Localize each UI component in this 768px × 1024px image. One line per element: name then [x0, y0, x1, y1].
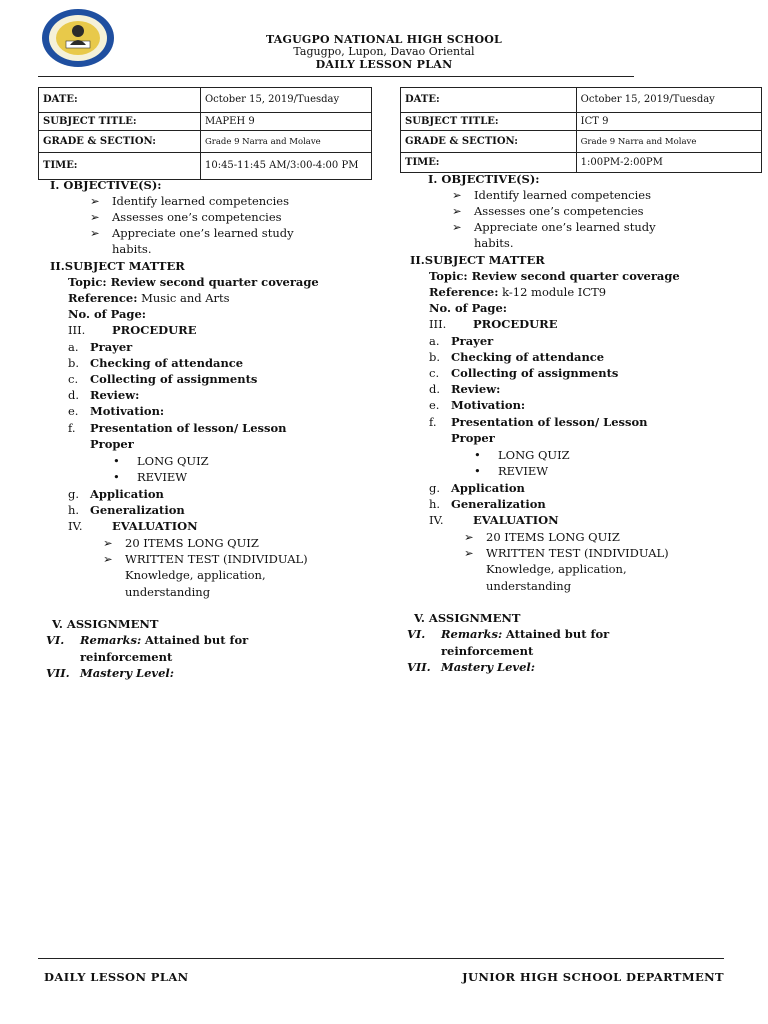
remarks-cont: reinforcement [80, 650, 173, 664]
evaluation-item-cont: understanding [125, 585, 211, 599]
procedure-heading: III. PROCEDURE [429, 317, 558, 331]
arrow-bullet-icon: ➢ [90, 194, 100, 208]
objective-item: ➢ Identify learned competencies [452, 188, 651, 202]
document-title: DAILY LESSON PLAN [315, 58, 453, 71]
objectives-heading: I. OBJECTIVE(S): [50, 178, 162, 192]
school-address: Tagugpo, Lupon, Davao Oriental [293, 45, 475, 58]
procedure-step: f. Presentation of lesson/ Lesson [68, 421, 287, 435]
reference-line: Reference: Music and Arts [68, 291, 230, 305]
bullet-dot-icon: • [113, 454, 120, 468]
subject-label: SUBJECT TITLE: [39, 113, 201, 131]
arrow-bullet-icon: ➢ [452, 204, 462, 218]
time-value: 1:00PM-2:00PM [576, 153, 761, 173]
procedure-step: c. Collecting of assignments [68, 372, 258, 386]
procedure-step: d. Review: [429, 382, 501, 396]
assignment-heading: V. ASSIGNMENT [414, 611, 521, 625]
arrow-bullet-icon: ➢ [103, 536, 113, 550]
time-label: TIME: [401, 153, 577, 173]
arrow-bullet-icon: ➢ [464, 530, 474, 544]
procedure-step: c. Collecting of assignments [429, 366, 619, 380]
header-rule [38, 76, 634, 77]
objective-item-cont: habits. [474, 236, 514, 250]
arrow-bullet-icon: ➢ [464, 546, 474, 560]
footer-left: DAILY LESSON PLAN [44, 970, 189, 984]
procedure-step: d. Review: [68, 388, 140, 402]
grade-label: GRADE & SECTION: [401, 131, 577, 153]
evaluation-item: ➢ 20 ITEMS LONG QUIZ [103, 536, 259, 550]
date-label: DATE: [39, 88, 201, 113]
mastery-line: VII. Mastery Level: [46, 666, 175, 680]
evaluation-item: ➢ WRITTEN TEST (INDIVIDUAL) [464, 546, 669, 560]
date-label: DATE: [401, 88, 577, 113]
procedure-step: b. Checking of attendance [68, 356, 244, 370]
procedure-step: h. Generalization [429, 497, 546, 511]
grade-value: Grade 9 Narra and Molave [200, 131, 371, 153]
date-value: October 15, 2019/Tuesday [200, 88, 371, 113]
evaluation-heading: IV. EVALUATION [429, 513, 559, 527]
remarks-line: VI. Remarks: Attained but for [46, 633, 249, 647]
arrow-bullet-icon: ➢ [90, 226, 100, 240]
date-value: October 15, 2019/Tuesday [576, 88, 761, 113]
grade-label: GRADE & SECTION: [39, 131, 201, 153]
proper-item: • LONG QUIZ [474, 448, 570, 462]
procedure-step: h. Generalization [68, 503, 185, 517]
objective-item-cont: habits. [112, 242, 152, 256]
evaluation-item-cont: Knowledge, application, [486, 562, 627, 576]
proper-item: • REVIEW [113, 470, 188, 484]
objective-item: ➢ Identify learned competencies [90, 194, 289, 208]
evaluation-item: ➢ 20 ITEMS LONG QUIZ [464, 530, 620, 544]
pages-line: No. of Page: [429, 301, 508, 315]
objective-item: ➢ Appreciate one’s learned study [90, 226, 294, 240]
procedure-step: Proper [451, 431, 495, 445]
remarks-line: VI. Remarks: Attained but for [407, 627, 610, 641]
subject-value: MAPEH 9 [200, 113, 371, 131]
procedure-step: e. Motivation: [429, 398, 526, 412]
procedure-heading: III. PROCEDURE [68, 323, 197, 337]
arrow-bullet-icon: ➢ [452, 188, 462, 202]
school-name: TAGUGPO NATIONAL HIGH SCHOOL [266, 33, 502, 46]
topic-line: Topic: Review second quarter coverage [68, 275, 319, 289]
procedure-step: Proper [90, 437, 134, 451]
footer-rule [38, 958, 724, 959]
grade-value: Grade 9 Narra and Molave [576, 131, 761, 153]
right-info-table [400, 87, 762, 173]
subject-value: ICT 9 [576, 113, 761, 131]
procedure-step: f. Presentation of lesson/ Lesson [429, 415, 648, 429]
remarks-cont: reinforcement [441, 644, 534, 658]
evaluation-item: ➢ WRITTEN TEST (INDIVIDUAL) [103, 552, 308, 566]
bullet-dot-icon: • [474, 448, 481, 462]
evaluation-item-cont: Knowledge, application, [125, 568, 266, 582]
pages-line: No. of Page: [68, 307, 147, 321]
topic-line: Topic: Review second quarter coverage [429, 269, 680, 283]
objective-item: ➢ Assesses one’s competencies [90, 210, 282, 224]
subject-label: SUBJECT TITLE: [401, 113, 577, 131]
procedure-step: e. Motivation: [68, 404, 165, 418]
time-label: TIME: [39, 153, 201, 180]
bullet-dot-icon: • [113, 470, 120, 484]
arrow-bullet-icon: ➢ [90, 210, 100, 224]
objective-item: ➢ Appreciate one’s learned study [452, 220, 656, 234]
subject-matter-heading: II.SUBJECT MATTER [50, 259, 185, 273]
footer-right: JUNIOR HIGH SCHOOL DEPARTMENT [462, 970, 724, 984]
bullet-dot-icon: • [474, 464, 481, 478]
arrow-bullet-icon: ➢ [103, 552, 113, 566]
reference-line: Reference: k-12 module ICT9 [429, 285, 607, 299]
subject-matter-heading: II.SUBJECT MATTER [410, 253, 545, 267]
left-info-table [38, 87, 372, 180]
evaluation-heading: IV. EVALUATION [68, 519, 198, 533]
procedure-step: b. Checking of attendance [429, 350, 605, 364]
evaluation-item-cont: understanding [486, 579, 572, 593]
time-value: 10:45-11:45 AM/3:00-4:00 PM [200, 153, 371, 180]
mastery-line: VII. Mastery Level: [407, 660, 536, 674]
proper-item: • LONG QUIZ [113, 454, 209, 468]
arrow-bullet-icon: ➢ [452, 220, 462, 234]
procedure-step: a. Prayer [429, 334, 494, 348]
procedure-step: g. Application [68, 487, 164, 501]
objectives-heading: I. OBJECTIVE(S): [428, 172, 540, 186]
assignment-heading: V. ASSIGNMENT [52, 617, 159, 631]
procedure-step: g. Application [429, 481, 525, 495]
objective-item: ➢ Assesses one’s competencies [452, 204, 644, 218]
proper-item: • REVIEW [474, 464, 549, 478]
procedure-step: a. Prayer [68, 340, 133, 354]
